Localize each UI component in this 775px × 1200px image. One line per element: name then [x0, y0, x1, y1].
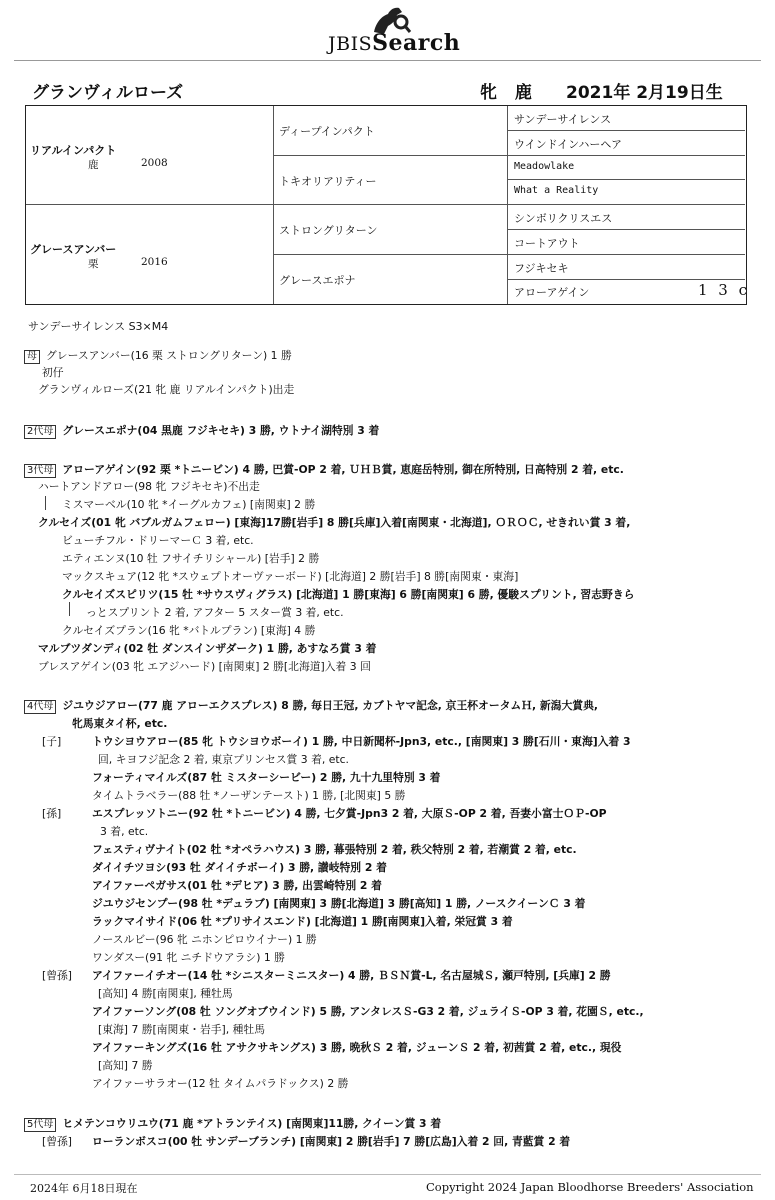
pedigree-gen3-cell — [508, 255, 745, 280]
gen3-name[interactable]: シンボリクリスエス — [514, 212, 613, 225]
g4-line: ジユウジアロー(77 鹿 アローエクスプレス) 8 勝, 毎日王冠, カブトヤマ記念, 京王杯オータムＨ, 新潟大賞典, — [62, 699, 598, 712]
g5-line: ヒメテンコウリユウ(71 鹿 *アトランテイス) [南関東]11勝, クイーン賞 3 着 — [62, 1117, 442, 1130]
g4-great-1b: [高知] 4 勝[南関東], 種牡馬 — [98, 987, 233, 1000]
g4-grand-4: アイファーペガサス(01 牡 *デヒア) 3 勝, 出雲崎特別 2 着 — [92, 879, 382, 892]
horse-sex-color: 牝 鹿 — [480, 83, 538, 103]
label-great-grandchild-5: [曾孫] — [42, 1135, 73, 1148]
sire-name[interactable]: リアルインパクト — [30, 144, 117, 157]
g3-line-1: ハートアンドアロー(98 牝 フジキセキ)不出走 — [38, 480, 260, 493]
inbreeding-note: サンデーサイレンス S3×M4 — [28, 320, 169, 333]
dam-name[interactable]: グレースアンバー — [30, 243, 117, 256]
g4-grand-1: エスプレッソトニー(92 牡 *トニービン) 4 勝, 七夕賞-Jpn3 2 着, 大原Ｓ-OP 2 着, 吾妻小富士ＯＰ-OP — [92, 807, 607, 820]
g2-tag: 2代母 — [24, 425, 56, 439]
site-logo[interactable] — [328, 30, 460, 56]
pedigree-sire-cell — [26, 106, 274, 205]
logo-search: Search — [372, 30, 461, 56]
footer-copyright: Copyright 2024 Japan Bloodhorse Breeders' Association — [426, 1180, 754, 1194]
label-child: [子] — [42, 735, 62, 748]
g4-child-2: フォーティマイルズ(87 牡 ミスターシービー) 2 勝, 九十九里特別 3 着 — [92, 771, 441, 784]
family-number: 1 3 c — [698, 281, 751, 299]
label-great-grandchild: [曾孫] — [42, 969, 73, 982]
g3-line-3: クルセイズ(01 牝 バブルガムフェロー) [東海]17勝[岩手] 8 勝[兵庫]入着[南関東・北海道], ＯＲＯＣ, せきれい賞 3 着, — [38, 516, 631, 529]
g4-great-2: アイファーソング(08 牡 ソングオブウインド) 5 勝, アンタレスＳ-G3 2 着, ジュライＳ-OP 3 着, 花園Ｓ, etc., — [92, 1005, 644, 1018]
horse-name: グランヴィルローズ — [32, 83, 184, 103]
gen3-name[interactable]: サンデーサイレンス — [514, 113, 612, 126]
pedigree-gen3-cell — [508, 230, 745, 255]
footer-date: 2024年 6月18日現在 — [30, 1182, 138, 1195]
gen3-name[interactable]: コートアウト — [514, 237, 580, 250]
pedigree-gen3-cell — [508, 180, 745, 205]
g3-line-2: ミスマーベル(10 牝 *イーグルカフェ) [南関東] 2 勝 — [62, 498, 316, 511]
g3-line-7: クルセイズプラン(16 牝 *バトルプラン) [東海] 4 勝 — [62, 624, 316, 637]
pedigree-gen2-cell — [274, 106, 508, 156]
g5-section — [24, 1116, 441, 1132]
g5-tag: 5代母 — [24, 1118, 56, 1132]
dam-first-foal: 初仔 — [42, 366, 64, 379]
g2-section — [24, 423, 379, 439]
pedigree-gen2-cell — [274, 255, 508, 304]
g4-great-3b: [高知] 7 勝 — [98, 1059, 153, 1072]
gen3-name[interactable]: Meadowlake — [514, 161, 575, 172]
g3-line-6b: っとスプリント 2 着, アフター 5 スター賞 3 着, etc. — [86, 606, 344, 619]
footer-divider — [14, 1174, 761, 1175]
g4-tag: 4代母 — [24, 700, 56, 714]
dam-line: グレースアンバー(16 栗 ストロングリターン) 1 勝 — [46, 349, 292, 362]
g4-great-2b: [東海] 7 勝[南関東・岩手], 種牡馬 — [98, 1023, 266, 1036]
g3-line-3b: ビューチフル・ドリーマーＣ 3 着, etc. — [62, 534, 254, 547]
dam-section — [24, 348, 292, 364]
pedigree-gen3-cell — [508, 280, 751, 304]
sire-color: 鹿 — [88, 159, 99, 171]
logo-jbis: JBIS — [328, 33, 373, 55]
pedigree-gen3-cell — [508, 131, 745, 156]
pedigree-gen2-cell — [274, 205, 508, 255]
gen3-name[interactable]: アローアゲイン — [514, 286, 590, 299]
g4-grand-2: フェスティヴナイト(02 牡 *オペラハウス) 3 勝, 幕張特別 2 着, 秩父特別 2 着, 若潮賞 2 着, etc. — [92, 843, 577, 856]
g4-great-3: アイファーキングズ(16 牡 アサクサキングス) 3 勝, 晩秋Ｓ 2 着, ジューンＳ 2 着, 初茜賞 2 着, etc., 現役 — [92, 1041, 622, 1054]
pedigree-dam-cell — [26, 205, 274, 304]
label-grandchild: [孫] — [42, 807, 62, 820]
g4-line-b: 牝馬東タイ杯, etc. — [72, 717, 168, 730]
g4-great-1: アイファーイチオー(14 牡 *シニスターミニスター) 4 勝, ＢＳＮ賞-L, 名古屋城Ｓ, 瀬戸特別, [兵庫] 2 勝 — [92, 969, 611, 982]
tree-connector — [45, 496, 46, 510]
pedigree-table — [25, 105, 751, 305]
g4-child-3: タイムトラベラー(88 牡 *ノーザンテースト) 1 勝, [北関東] 5 勝 — [92, 789, 406, 802]
g3-line-5: マックスキュア(12 牝 *スウェプトオーヴァーボード) [北海道] 2 勝[岩手] 8 勝[南関東・東海] — [62, 570, 519, 583]
g4-grand-6: ラックマイサイド(06 牡 *プリサイスエンド) [北海道] 1 勝[南関東]入着, 栄冠賞 3 着 — [92, 915, 513, 928]
header-divider — [14, 60, 761, 61]
gen2-name[interactable]: グレースエポナ — [279, 274, 356, 287]
g4-great-4: アイファーサラオー(12 牡 タイムパラドックス) 2 勝 — [92, 1077, 349, 1090]
g3-line: アローアゲイン(92 栗 *トニービン) 4 勝, 巴賞-OP 2 着, ＵＨＢ賞, 恵庭岳特別, 御在所特別, 日高特別 2 着, etc. — [62, 463, 624, 476]
g4-child-1: トウシヨウアロー(85 牝 トウシヨウボーイ) 1 勝, 中日新聞杯-Jpn3, etc., [南関東] 3 勝[石川・東海]入着 3 — [92, 735, 631, 748]
gen2-name[interactable]: トキオリアリティー — [279, 175, 377, 188]
g4-section — [24, 698, 598, 714]
dam-tag: 母 — [24, 350, 40, 364]
gen3-name[interactable]: What a Reality — [514, 185, 599, 196]
g3-tag: 3代母 — [24, 464, 56, 478]
gen2-name[interactable]: ディープインパクト — [279, 125, 375, 138]
g4-child-1b: 回, キヨフジ記念 2 着, 東京プリンセス賞 3 着, etc. — [98, 753, 349, 766]
g4-grand-1b: 3 着, etc. — [100, 825, 149, 838]
g3-line-8: マルブツダンディ(02 牡 ダンスインザダーク) 1 勝, あすなろ賞 3 着 — [38, 642, 377, 655]
g4-grand-5: ジユウジセンプー(98 牡 *デュラブ) [南関東] 3 勝[北海道] 3 勝[高知] 1 勝, ノースクイーンＣ 3 着 — [92, 897, 586, 910]
g4-grand-3: ダイイチツヨシ(93 牡 ダイイチボーイ) 3 勝, 讃岐特別 2 着 — [92, 861, 387, 874]
sire-year: 2008 — [141, 157, 168, 169]
g3-line-9: ブレスアゲイン(03 牝 エアジハード) [南関東] 2 勝[北海道]入着 3 回 — [38, 660, 371, 673]
tree-connector — [69, 602, 70, 616]
dam-foal: グランヴィルローズ(21 牝 鹿 リアルインパクト)出走 — [38, 383, 295, 396]
gen3-name[interactable]: フジキセキ — [514, 262, 569, 275]
pedigree-gen2-cell — [274, 156, 508, 205]
gen2-name[interactable]: ストロングリターン — [279, 224, 378, 237]
gen3-name[interactable]: ウインドインハーヘア — [514, 138, 623, 151]
g3-line-4: エティエンヌ(10 牡 フサイチリシャール) [岩手] 2 勝 — [62, 552, 320, 565]
dam-color: 栗 — [88, 258, 99, 270]
g3-line-6: クルセイズスピリツ(15 牡 *サウスヴィグラス) [北海道] 1 勝[東海] 6 勝[南関東] 6 勝, 優駿スプリント, 習志野きら — [62, 588, 635, 601]
g2-line: グレースエポナ(04 黒鹿 フジキセキ) 3 勝, ウトナイ湖特別 3 着 — [62, 424, 380, 437]
g5-great-1: ローランボスコ(00 牡 サンデーブランチ) [南関東] 2 勝[岩手] 7 勝[広島]入着 2 回, 青藍賞 2 着 — [92, 1135, 571, 1148]
pedigree-gen3-cell — [508, 205, 745, 230]
g3-section — [24, 462, 624, 478]
dam-year: 2016 — [141, 256, 168, 268]
g4-grand-8: ワンダスー(91 牝 ニチドウアラシ) 1 勝 — [92, 951, 285, 964]
g4-grand-7: ノースルビー(96 牝 ニホンピロウイナー) 1 勝 — [92, 933, 317, 946]
pedigree-gen3-cell — [508, 156, 745, 180]
pedigree-gen3-cell — [508, 106, 745, 131]
horse-birth-date: 2021年 2月19日生 — [566, 83, 723, 103]
